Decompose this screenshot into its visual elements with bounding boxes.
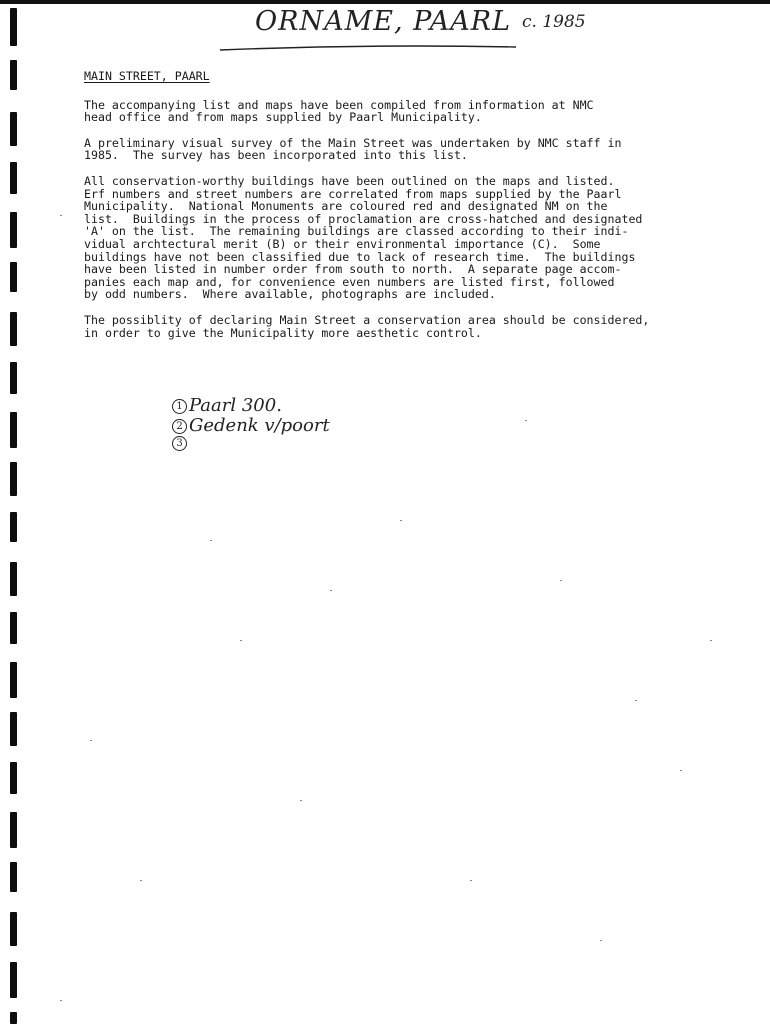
paragraph-intro: The accompanying list and maps have been compiled from information at NMC head office and from maps supplied by Paarl Municipality. — [84, 97, 594, 125]
note-row — [172, 396, 330, 416]
binding-hole-mark — [10, 312, 17, 346]
binding-hole-mark — [10, 412, 17, 448]
binding-hole-mark — [10, 462, 17, 496]
scan-speck — [635, 700, 637, 701]
binding-hole-mark — [10, 562, 17, 596]
binding-hole-mark — [10, 262, 17, 292]
binding-hole-mark — [10, 862, 17, 892]
binding-hole-mark — [10, 162, 17, 194]
scan-speck — [300, 800, 302, 801]
scan-speck — [60, 1000, 62, 1001]
note-number: 1 — [172, 399, 187, 414]
handwritten-notes — [172, 396, 330, 451]
binding-hole-mark — [10, 762, 17, 794]
binding-hole-mark — [10, 612, 17, 644]
page-top-edge — [0, 0, 770, 4]
binding-hole-mark — [10, 60, 17, 90]
binding-hole-mark — [10, 1012, 17, 1024]
binding-hole-mark — [10, 812, 17, 848]
note-row — [172, 416, 330, 436]
scan-speck — [400, 520, 402, 521]
binding-hole-mark — [10, 8, 17, 46]
scan-speck — [330, 590, 332, 591]
scan-speck — [560, 580, 562, 581]
document-heading: MAIN STREET, PAARL — [84, 69, 210, 83]
binding-hole-mark — [10, 912, 17, 946]
scan-speck — [60, 215, 62, 216]
note-number: 3 — [172, 436, 187, 451]
binding-margin — [0, 0, 30, 1024]
scan-speck — [710, 640, 712, 641]
scan-speck — [240, 640, 242, 641]
handwritten-title: ORNAME, PAARL — [255, 6, 512, 37]
binding-hole-mark — [10, 512, 17, 542]
handwritten-date: c. 1985 — [522, 12, 586, 32]
paragraph-survey: A preliminary visual survey of the Main Street was undertaken by NMC staff in 1985. The survey has been incorporated into this list. — [84, 135, 622, 163]
scan-speck — [140, 880, 142, 881]
binding-hole-mark — [10, 112, 17, 146]
binding-hole-mark — [10, 362, 17, 394]
scan-speck — [600, 940, 602, 941]
paragraph-buildings: All conservation-worthy buildings have been outlined on the maps and listed. Erf numbers and street numbers are correlated from maps supplied by the Paarl Municipality. National Monuments are coloured red and designated NM on the list. Buildings in the process of proclamation are cross-hatched and designated 'A' on the list. The remaining buildings are classed according to their indi- vidual archtectural merit (B) or their environmental importance (C). Some buildings have not been classified due to lack of research time. The buildings have been listed in number order from south to north. A separate page accom- panies each map and, for convenience even numbers are listed first, followed by odd numbers. Where available, photographs are included. — [84, 173, 643, 302]
binding-hole-mark — [10, 962, 17, 998]
note-text: Gedenk v/poort — [189, 415, 330, 436]
scan-speck — [90, 740, 92, 741]
scan-speck — [470, 880, 472, 881]
note-number: 2 — [172, 419, 187, 434]
scan-speck — [210, 540, 212, 541]
binding-hole-mark — [10, 662, 17, 698]
binding-hole-mark — [10, 212, 17, 248]
note-row — [172, 436, 330, 451]
typed-document — [84, 70, 724, 352]
scan-speck — [680, 770, 682, 771]
handwritten-underline — [218, 44, 518, 52]
note-text: Paarl 300. — [189, 395, 282, 416]
paragraph-conservation: The possiblity of declaring Main Street a conservation area should be considered, in order to give the Municipality more aesthetic control. — [84, 312, 650, 340]
binding-hole-mark — [10, 712, 17, 746]
scan-speck — [525, 420, 527, 421]
